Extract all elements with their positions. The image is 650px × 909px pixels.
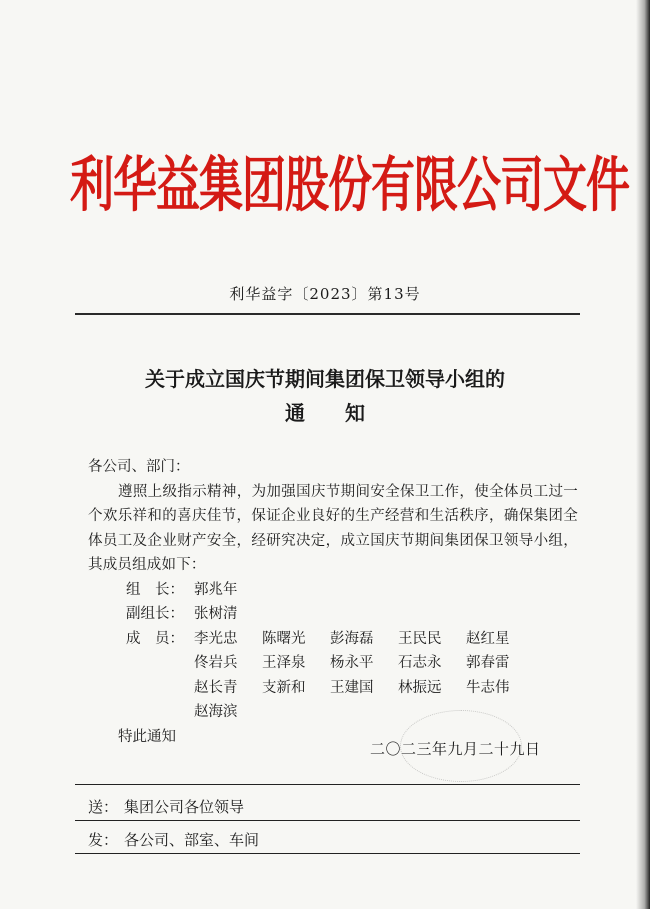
salutation: 各公司、部门： — [88, 459, 190, 475]
body-paragraph: 遵照上级指示精神，为加强国庆节期间安全保卫工作，使全体员工过一个欢乐祥和的喜庆佳节，保证企业良好的生产经营和生活秩序，确保集团全体员工及企业财产安全，经研究决定，成立国庆节期间集团保卫领导小组，其成员组成如下： — [88, 483, 578, 573]
member-name: 石志永 — [398, 655, 442, 671]
issue-date: 二〇二三年九月二十九日 — [370, 740, 541, 758]
member-name: 杨永平 — [330, 655, 374, 671]
member-name: 赵长青 — [194, 679, 238, 696]
issue-to-row — [88, 829, 259, 850]
leader-label: 组 长： — [126, 581, 184, 598]
member-name: 林振远 — [398, 679, 442, 696]
leader-row — [88, 578, 578, 603]
footer-divider-bottom — [75, 853, 580, 854]
deputy-name: 张树清 — [194, 606, 238, 622]
document-number: 利华益字〔2023〕第13号 — [229, 285, 421, 303]
header-divider — [75, 313, 580, 315]
member-name: 赵红星 — [466, 630, 510, 647]
send-label: 送： — [88, 798, 119, 816]
member-name: 王泽泉 — [262, 655, 306, 671]
members-row — [88, 627, 578, 725]
deputy-row — [88, 602, 578, 627]
send-to-row — [88, 796, 244, 817]
issue-to-value: 各公司、部室、车间 — [124, 831, 260, 849]
member-name: 王建国 — [330, 679, 374, 696]
notice-title-line1: 关于成立国庆节期间集团保卫领导小组的 — [145, 367, 505, 391]
member-name: 牛志伟 — [466, 679, 510, 696]
closing-text: 特此通知 — [118, 728, 176, 745]
member-name: 郭春雷 — [466, 655, 510, 671]
issue-label: 发： — [88, 831, 119, 849]
deputy-label: 副组长： — [126, 606, 184, 622]
notice-body — [88, 455, 578, 749]
notice-title-line2: 通知 — [285, 401, 405, 425]
scan-edge-shadow — [636, 0, 650, 909]
footer-divider-middle — [75, 820, 580, 821]
member-name: 支新和 — [262, 679, 306, 696]
members-list — [194, 627, 534, 725]
members-label: 成 员： — [126, 630, 184, 647]
member-name: 佟岩兵 — [194, 655, 238, 671]
member-name: 王民民 — [398, 630, 442, 647]
notice-title — [0, 362, 650, 430]
member-name: 陈曙光 — [262, 630, 306, 647]
member-name: 赵海滨 — [194, 704, 238, 720]
send-to-value: 集团公司各位领导 — [124, 798, 245, 816]
member-name: 李光忠 — [194, 630, 238, 647]
document-header-title: 利华益集团股份有限公司文件 — [70, 151, 629, 221]
leader-name: 郭兆年 — [194, 581, 238, 598]
member-name: 彭海磊 — [330, 630, 374, 647]
footer-divider-top — [75, 784, 580, 785]
